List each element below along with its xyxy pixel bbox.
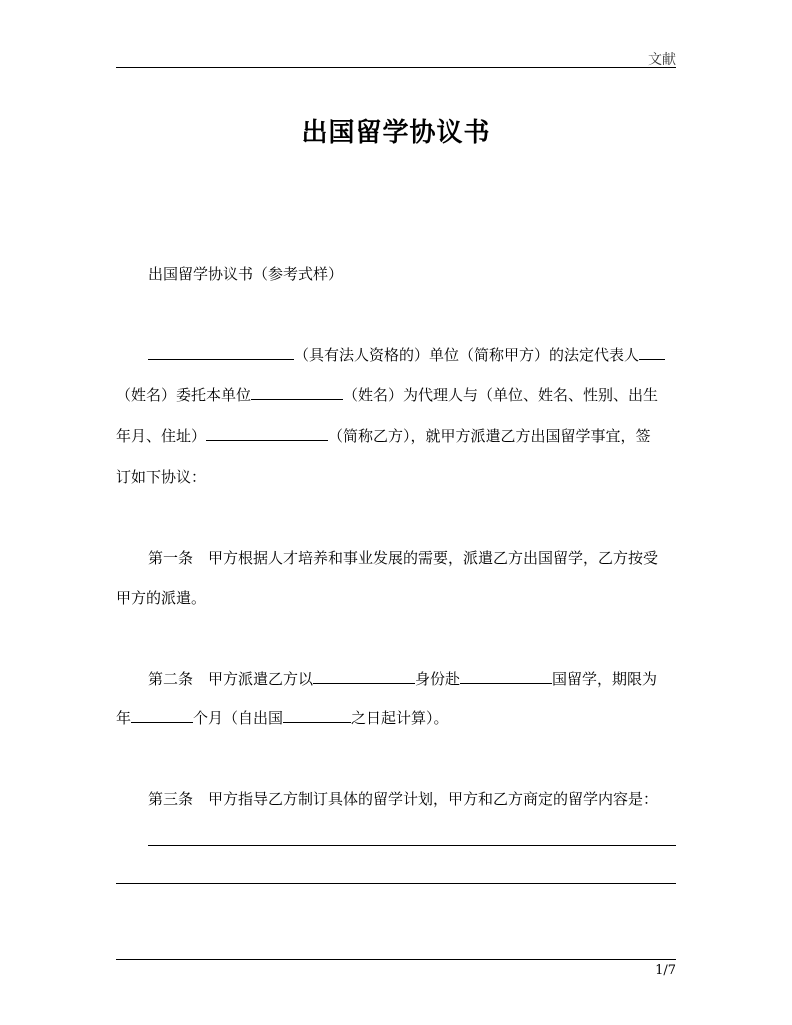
article-2-text-1b: 身份赴 — [415, 670, 461, 688]
header-label: 文献 — [648, 52, 676, 68]
intro-line-4: 订如下协议： — [116, 468, 207, 486]
blank-study-content-line-2[interactable] — [116, 883, 676, 884]
intro-line-1 — [148, 345, 665, 365]
intro-text-3a: 年月、住址） — [116, 427, 207, 445]
blank-departure-date[interactable] — [283, 708, 351, 723]
page-number: 1/7 — [655, 963, 676, 978]
article-1-line-1: 第一条 甲方根据人才培养和事业发展的需要，派遣乙方出国留学，乙方按受 — [148, 549, 659, 567]
blank-legal-representative[interactable] — [639, 345, 665, 360]
header-rule — [116, 67, 676, 68]
intro-text-1: （具有法人资格的）单位（简称甲方）的法定代表人 — [294, 346, 640, 364]
intro-text-2a: （姓名）委托本单位 — [116, 386, 252, 404]
subtitle: 出国留学协议书（参考式样） — [148, 265, 344, 283]
blank-country[interactable] — [460, 669, 552, 684]
intro-line-3 — [116, 426, 651, 446]
intro-text-2b: （姓名）为代理人与（单位、姓名、性别、出生 — [343, 386, 659, 404]
article-2-line-1 — [148, 669, 657, 689]
blank-years[interactable] — [131, 708, 193, 723]
article-2-text-2c: 之日起计算）。 — [351, 709, 449, 727]
article-2-text-1a: 第二条 甲方派遣乙方以 — [148, 670, 314, 688]
blank-study-content-line-1[interactable] — [148, 845, 676, 846]
page-title: 出国留学协议书 — [301, 118, 491, 148]
article-3-line-1: 第三条 甲方指导乙方制订具体的留学计划，甲方和乙方商定的留学内容是： — [148, 790, 659, 808]
blank-identity[interactable] — [313, 669, 415, 684]
article-2-line-2 — [116, 708, 449, 728]
article-2-text-1c: 国留学，期限为 — [552, 670, 658, 688]
blank-entrusted-name[interactable] — [251, 385, 343, 400]
intro-text-3b: （简称乙方），就甲方派遣乙方出国留学事宜，签 — [328, 427, 651, 445]
article-2-text-2b: 个月（自出国 — [193, 709, 284, 727]
article-1-line-2: 甲方的派遣。 — [116, 589, 207, 607]
blank-party-b-info[interactable] — [206, 426, 328, 441]
blank-unit-name[interactable] — [148, 345, 294, 360]
intro-line-2 — [116, 385, 658, 405]
article-2-text-2a: 年 — [116, 709, 132, 727]
footer-rule — [116, 959, 676, 960]
